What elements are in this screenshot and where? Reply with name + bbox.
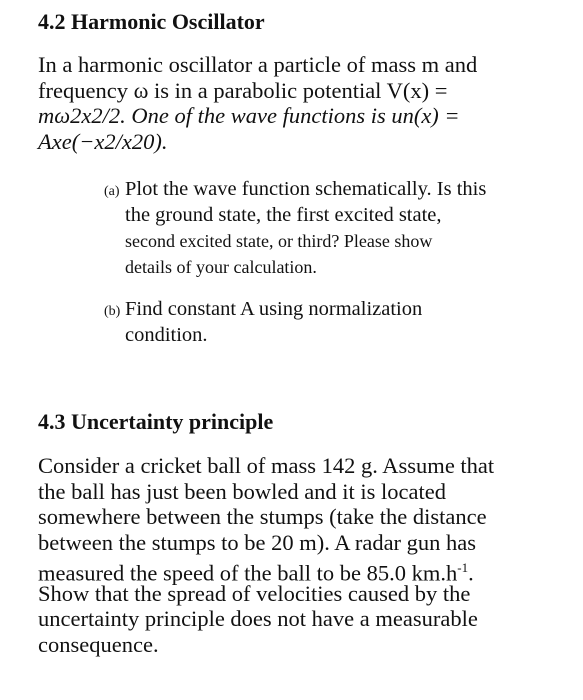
part-a-line-4: details of your calculation. — [125, 257, 317, 277]
question-part-b — [104, 296, 422, 348]
intro-line-3: mω2x2/2. One of the wave functions is un(x) = — [38, 103, 460, 128]
harmonic-oscillator-intro — [38, 52, 477, 154]
part-b-line-2: condition. — [125, 324, 208, 346]
uncertainty-principle-body — [38, 453, 494, 657]
question-part-a — [104, 176, 486, 280]
body-line-6: Show that the spread of velocities caused by the — [38, 580, 471, 606]
part-a-marker: (a) — [104, 184, 120, 199]
part-a-line-1: Plot the wave function schematically. Is this — [125, 178, 487, 200]
part-a-line-3: second excited state, or third? Please show — [125, 231, 433, 251]
part-b-marker: (b) — [104, 304, 121, 319]
part-b-line-1: Find constant A using normalization — [125, 298, 423, 320]
section-title-uncertainty-principle: 4.3 Uncertainty principle — [38, 409, 274, 434]
body-line-4: between the stumps to be 20 m). A radar gun has — [38, 529, 477, 555]
body-line-1: Consider a cricket ball of mass 142 g. Assume that — [38, 453, 495, 478]
speed-unit-exponent: -1 — [457, 560, 469, 575]
body-line-2: the ball has just been bowled and it is located — [38, 478, 447, 504]
intro-line-2: frequency ω is in a parabolic potential V(x) = — [38, 77, 448, 103]
intro-line-1: In a harmonic oscillator a particle of mass m and — [38, 52, 478, 77]
body-line-5 — [38, 555, 494, 586]
body-line-7: uncertainty principle does not have a measurable — [38, 606, 478, 631]
intro-line-4: Axe(−x2/x20). — [38, 128, 168, 154]
speed-sentence-end: . — [468, 560, 474, 586]
body-line-3: somewhere between the stumps (take the distance — [38, 504, 487, 529]
body-line-8: consequence. — [38, 631, 159, 657]
speed-text: measured the speed of the ball to be 85.0 km.h — [38, 560, 458, 586]
part-a-line-2: the ground state, the first excited state, — [125, 204, 442, 226]
section-title-harmonic-oscillator: 4.2 Harmonic Oscillator — [38, 9, 265, 34]
